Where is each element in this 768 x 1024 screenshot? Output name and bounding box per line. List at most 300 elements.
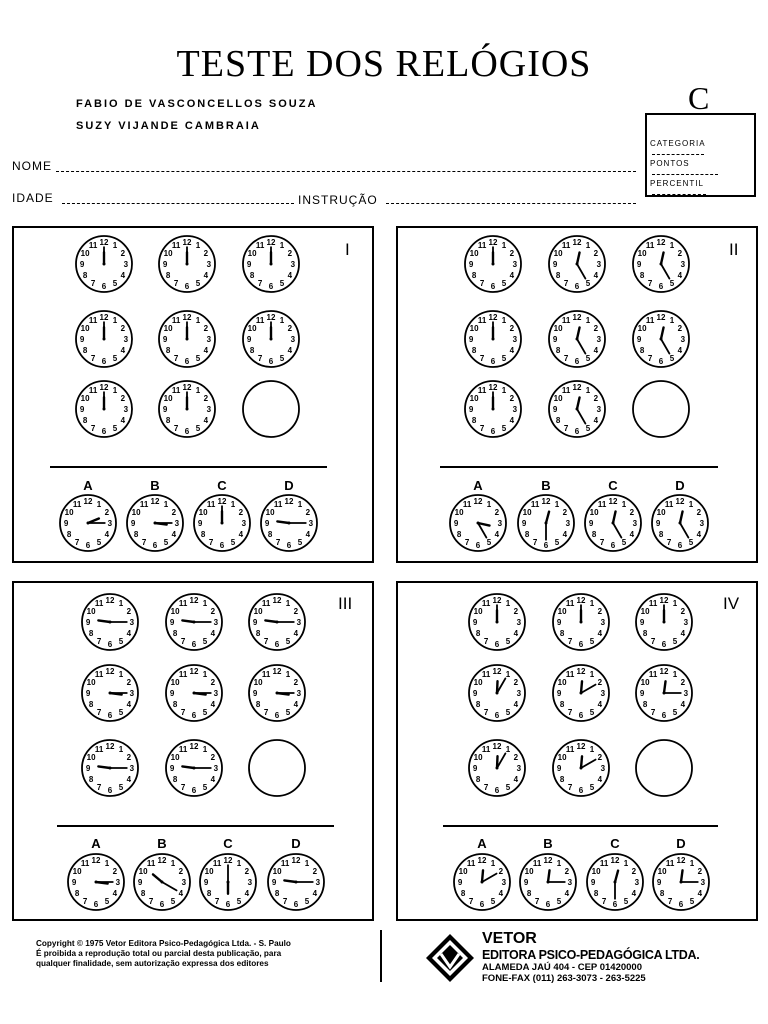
- svg-text:12: 12: [83, 497, 93, 507]
- svg-text:4: 4: [126, 699, 132, 709]
- panel-1-option-clock-3: [194, 495, 250, 551]
- svg-text:9: 9: [552, 260, 558, 269]
- svg-text:8: 8: [559, 628, 565, 638]
- svg-text:4: 4: [210, 699, 216, 709]
- svg-text:2: 2: [593, 324, 599, 334]
- svg-text:11: 11: [280, 859, 290, 869]
- svg-text:4: 4: [677, 270, 683, 280]
- svg-text:4: 4: [210, 628, 216, 638]
- svg-text:10: 10: [469, 249, 479, 259]
- svg-text:12: 12: [675, 497, 685, 507]
- svg-text:12: 12: [284, 497, 294, 507]
- svg-text:7: 7: [532, 537, 538, 547]
- svg-text:1: 1: [304, 859, 310, 869]
- svg-text:5: 5: [285, 636, 291, 646]
- svg-text:11: 11: [561, 386, 571, 396]
- svg-text:8: 8: [555, 415, 561, 425]
- svg-text:6: 6: [490, 281, 496, 291]
- svg-text:8: 8: [475, 699, 481, 709]
- svg-text:5: 5: [589, 707, 595, 717]
- svg-text:1: 1: [585, 386, 591, 396]
- svg-text:4: 4: [696, 529, 702, 539]
- svg-text:6: 6: [578, 710, 584, 720]
- svg-text:9: 9: [523, 878, 529, 887]
- svg-text:12: 12: [488, 383, 498, 393]
- svg-text:6: 6: [545, 899, 551, 909]
- svg-text:8: 8: [82, 345, 88, 355]
- svg-text:12: 12: [656, 238, 666, 248]
- svg-text:10: 10: [138, 867, 148, 877]
- svg-text:1: 1: [195, 316, 201, 326]
- svg-text:3: 3: [241, 519, 247, 528]
- svg-text:3: 3: [596, 335, 602, 344]
- svg-text:7: 7: [214, 896, 220, 906]
- svg-text:10: 10: [80, 249, 90, 259]
- svg-text:1: 1: [505, 670, 511, 680]
- copyright-line-3: qualquer finalidade, sem autorização expressa dos editores: [36, 959, 269, 968]
- svg-text:1: 1: [501, 316, 507, 326]
- svg-text:5: 5: [585, 278, 591, 288]
- svg-text:9: 9: [162, 335, 168, 344]
- svg-text:11: 11: [597, 500, 607, 510]
- svg-text:12: 12: [272, 596, 282, 606]
- svg-text:1: 1: [505, 599, 511, 609]
- footer-divider: [380, 930, 382, 982]
- svg-text:7: 7: [82, 896, 88, 906]
- svg-text:2: 2: [287, 249, 293, 259]
- svg-text:2: 2: [696, 508, 702, 518]
- svg-text:11: 11: [532, 859, 542, 869]
- panel-label-ii: II: [729, 240, 739, 259]
- svg-text:12: 12: [656, 313, 666, 323]
- panel-1-option-letter-4: D: [284, 478, 294, 493]
- panel-4-grid-clock-5: [553, 665, 609, 721]
- panel-1-grid-clock-7: [76, 381, 132, 437]
- svg-text:7: 7: [257, 353, 263, 363]
- svg-text:6: 6: [490, 426, 496, 436]
- svg-text:4: 4: [509, 345, 515, 355]
- svg-text:1: 1: [118, 599, 124, 609]
- svg-text:6: 6: [678, 899, 684, 909]
- svg-text:10: 10: [469, 324, 479, 334]
- svg-text:5: 5: [202, 636, 208, 646]
- svg-text:12: 12: [659, 596, 669, 606]
- svg-text:9: 9: [162, 260, 168, 269]
- svg-text:4: 4: [126, 628, 132, 638]
- svg-text:8: 8: [133, 529, 139, 539]
- svg-text:2: 2: [203, 324, 209, 334]
- svg-text:8: 8: [658, 529, 664, 539]
- svg-text:1: 1: [505, 745, 511, 755]
- svg-text:10: 10: [163, 249, 173, 259]
- svg-text:6: 6: [658, 356, 664, 366]
- svg-text:5: 5: [118, 782, 124, 792]
- svg-text:8: 8: [172, 628, 178, 638]
- svg-text:8: 8: [642, 699, 648, 709]
- svg-text:12: 12: [473, 497, 483, 507]
- svg-text:5: 5: [279, 353, 285, 363]
- svg-text:4: 4: [203, 345, 209, 355]
- svg-text:5: 5: [195, 353, 201, 363]
- svg-text:9: 9: [472, 618, 478, 627]
- svg-text:7: 7: [148, 896, 154, 906]
- svg-text:9: 9: [85, 689, 91, 698]
- svg-text:11: 11: [664, 500, 674, 510]
- svg-text:4: 4: [593, 415, 599, 425]
- svg-text:12: 12: [659, 667, 669, 677]
- svg-text:1: 1: [96, 500, 102, 510]
- svg-text:2: 2: [677, 324, 683, 334]
- svg-text:5: 5: [202, 782, 208, 792]
- svg-text:2: 2: [120, 249, 126, 259]
- svg-text:5: 5: [279, 278, 285, 288]
- svg-text:4: 4: [178, 888, 184, 898]
- svg-text:1: 1: [589, 670, 595, 680]
- svg-text:7: 7: [96, 636, 102, 646]
- svg-text:1: 1: [623, 859, 629, 869]
- svg-text:6: 6: [293, 899, 299, 909]
- svg-text:1: 1: [202, 745, 208, 755]
- svg-text:12: 12: [608, 497, 618, 507]
- svg-text:3: 3: [567, 878, 573, 887]
- svg-text:4: 4: [305, 529, 311, 539]
- svg-text:3: 3: [115, 878, 121, 887]
- svg-text:11: 11: [645, 241, 655, 251]
- svg-text:4: 4: [171, 529, 177, 539]
- svg-text:6: 6: [101, 426, 107, 436]
- svg-text:5: 5: [669, 353, 675, 363]
- svg-text:10: 10: [86, 678, 96, 688]
- svg-text:7: 7: [90, 353, 96, 363]
- svg-text:12: 12: [572, 313, 582, 323]
- svg-text:8: 8: [172, 699, 178, 709]
- panel-3-option-clock-3: [200, 854, 256, 910]
- svg-text:10: 10: [657, 867, 667, 877]
- svg-text:8: 8: [255, 628, 261, 638]
- svg-text:5: 5: [672, 636, 678, 646]
- svg-text:1: 1: [669, 316, 675, 326]
- svg-text:7: 7: [563, 278, 569, 288]
- panel-2-option-clock-4: [652, 495, 708, 551]
- svg-text:2: 2: [305, 508, 311, 518]
- svg-text:10: 10: [522, 508, 532, 518]
- svg-text:8: 8: [165, 270, 171, 280]
- panel-1-grid-clock-4: [76, 311, 132, 367]
- svg-text:8: 8: [249, 270, 255, 280]
- panel-4-option-clock-4: [653, 854, 709, 910]
- panel-3-grid-clock-1: [82, 594, 138, 650]
- svg-text:3: 3: [308, 519, 314, 528]
- svg-text:4: 4: [104, 529, 110, 539]
- svg-text:1: 1: [621, 500, 627, 510]
- svg-text:11: 11: [645, 316, 655, 326]
- svg-text:12: 12: [488, 238, 498, 248]
- svg-text:3: 3: [123, 335, 129, 344]
- svg-text:12: 12: [291, 856, 301, 866]
- svg-text:10: 10: [469, 394, 479, 404]
- svg-text:6: 6: [191, 710, 197, 720]
- svg-text:11: 11: [565, 599, 575, 609]
- svg-text:10: 10: [80, 394, 90, 404]
- svg-text:4: 4: [287, 345, 293, 355]
- svg-text:9: 9: [246, 335, 252, 344]
- svg-text:7: 7: [567, 782, 573, 792]
- publisher-phone: FONE-FAX (011) 263-3073 - 263-5225: [482, 973, 646, 984]
- svg-text:7: 7: [483, 707, 489, 717]
- svg-text:6: 6: [578, 639, 584, 649]
- svg-text:4: 4: [513, 774, 519, 784]
- svg-text:8: 8: [659, 888, 665, 898]
- svg-text:6: 6: [219, 540, 225, 550]
- svg-text:12: 12: [492, 667, 502, 677]
- svg-text:11: 11: [88, 386, 98, 396]
- svg-text:2: 2: [203, 394, 209, 404]
- svg-text:7: 7: [666, 537, 672, 547]
- svg-text:11: 11: [255, 316, 265, 326]
- svg-text:3: 3: [290, 260, 296, 269]
- panel-3-grid-clock-8: [166, 740, 222, 796]
- svg-text:2: 2: [104, 508, 110, 518]
- svg-text:8: 8: [165, 415, 171, 425]
- panel-1-option-letter-2: B: [150, 478, 160, 493]
- svg-text:3: 3: [206, 260, 212, 269]
- svg-text:1: 1: [104, 859, 110, 869]
- svg-text:3: 3: [596, 405, 602, 414]
- svg-text:5: 5: [297, 537, 303, 547]
- panel-1-option-clock-2: [127, 495, 183, 551]
- panel-2-grid-clock-7: [465, 381, 521, 437]
- svg-text:10: 10: [637, 249, 647, 259]
- svg-text:6: 6: [159, 899, 165, 909]
- svg-text:4: 4: [564, 888, 570, 898]
- svg-text:6: 6: [225, 899, 231, 909]
- panel-3-option-clock-4: [268, 854, 324, 910]
- svg-text:7: 7: [483, 782, 489, 792]
- page-title: TESTE DOS RELÓGIOS: [176, 43, 592, 85]
- svg-text:11: 11: [648, 599, 658, 609]
- svg-text:12: 12: [182, 238, 192, 248]
- svg-text:3: 3: [174, 519, 180, 528]
- svg-text:1: 1: [279, 316, 285, 326]
- svg-text:6: 6: [184, 281, 190, 291]
- svg-text:11: 11: [462, 500, 472, 510]
- svg-text:2: 2: [513, 753, 519, 763]
- score-pontos-label: PONTOS: [650, 159, 690, 168]
- svg-text:10: 10: [253, 607, 263, 617]
- panel-2-grid-clock-2: [549, 236, 605, 292]
- svg-text:8: 8: [475, 774, 481, 784]
- svg-text:5: 5: [304, 896, 310, 906]
- panel-2-option-letter-3: C: [608, 478, 618, 493]
- svg-text:11: 11: [178, 745, 188, 755]
- svg-text:11: 11: [80, 859, 90, 869]
- publisher-block: [482, 930, 699, 984]
- svg-text:1: 1: [689, 859, 695, 869]
- panel-4-option-clock-2: [520, 854, 576, 910]
- svg-text:5: 5: [589, 782, 595, 792]
- svg-text:2: 2: [498, 867, 504, 877]
- svg-text:10: 10: [591, 867, 601, 877]
- panel-2-grid-clock-1: [465, 236, 521, 292]
- svg-text:10: 10: [553, 394, 563, 404]
- svg-text:10: 10: [557, 607, 567, 617]
- svg-text:5: 5: [170, 896, 176, 906]
- svg-text:5: 5: [486, 537, 492, 547]
- svg-text:11: 11: [146, 859, 156, 869]
- svg-text:2: 2: [597, 678, 603, 688]
- svg-text:10: 10: [473, 678, 483, 688]
- svg-text:8: 8: [88, 774, 94, 784]
- svg-text:8: 8: [255, 699, 261, 709]
- panel-4-grid-clock-4: [469, 665, 525, 721]
- svg-text:9: 9: [636, 260, 642, 269]
- publisher-brand: VETOR: [482, 930, 537, 947]
- svg-text:5: 5: [688, 537, 694, 547]
- svg-text:2: 2: [126, 753, 132, 763]
- svg-text:8: 8: [249, 345, 255, 355]
- svg-text:3: 3: [107, 519, 113, 528]
- panel-4-grid-clock-7: [469, 740, 525, 796]
- svg-text:5: 5: [236, 896, 242, 906]
- svg-text:8: 8: [206, 888, 212, 898]
- svg-text:10: 10: [247, 324, 257, 334]
- svg-text:11: 11: [561, 316, 571, 326]
- svg-text:9: 9: [252, 689, 258, 698]
- svg-text:10: 10: [524, 867, 534, 877]
- svg-text:3: 3: [516, 689, 522, 698]
- svg-text:10: 10: [253, 678, 263, 688]
- svg-text:4: 4: [244, 888, 250, 898]
- svg-text:1: 1: [118, 670, 124, 680]
- svg-text:9: 9: [457, 878, 463, 887]
- svg-text:8: 8: [82, 270, 88, 280]
- svg-text:11: 11: [88, 241, 98, 251]
- svg-text:2: 2: [244, 867, 250, 877]
- svg-text:8: 8: [460, 888, 466, 898]
- svg-text:9: 9: [79, 405, 85, 414]
- svg-text:3: 3: [683, 689, 689, 698]
- svg-text:12: 12: [576, 667, 586, 677]
- svg-text:11: 11: [255, 241, 265, 251]
- svg-text:2: 2: [171, 508, 177, 518]
- svg-text:8: 8: [274, 888, 280, 898]
- svg-text:9: 9: [169, 764, 175, 773]
- panel-4-option-letter-4: D: [676, 836, 686, 851]
- svg-text:12: 12: [576, 596, 586, 606]
- panel-3-grid-clock-6: [249, 665, 305, 721]
- panel-4-grid-clock-8: [553, 740, 609, 796]
- svg-text:6: 6: [479, 899, 485, 909]
- svg-text:7: 7: [96, 707, 102, 717]
- panel-2-grid-clock-3: [633, 236, 689, 292]
- svg-text:4: 4: [287, 270, 293, 280]
- svg-text:1: 1: [118, 745, 124, 755]
- svg-text:1: 1: [589, 745, 595, 755]
- svg-text:11: 11: [171, 316, 181, 326]
- svg-text:8: 8: [456, 529, 462, 539]
- svg-text:6: 6: [274, 639, 280, 649]
- svg-text:7: 7: [263, 707, 269, 717]
- panel-4-option-clock-3: [587, 854, 643, 910]
- panel-3-grid-clock-3: [249, 594, 305, 650]
- svg-text:4: 4: [120, 345, 126, 355]
- panel-3-option-clock-2: [134, 854, 190, 910]
- svg-text:4: 4: [312, 888, 318, 898]
- svg-text:1: 1: [297, 500, 303, 510]
- svg-text:4: 4: [120, 270, 126, 280]
- svg-text:3: 3: [181, 878, 187, 887]
- svg-text:6: 6: [268, 356, 274, 366]
- svg-text:5: 5: [689, 896, 695, 906]
- publisher-address: ALAMEDA JAÚ 404 - CEP 01420000: [482, 962, 642, 973]
- panel-2-grid-clock-9: [633, 381, 689, 437]
- svg-text:1: 1: [589, 599, 595, 609]
- svg-text:5: 5: [621, 537, 627, 547]
- svg-text:3: 3: [129, 764, 135, 773]
- svg-text:10: 10: [557, 678, 567, 688]
- svg-text:5: 5: [505, 636, 511, 646]
- panel-3-grid-clock-9: [249, 740, 305, 796]
- svg-text:6: 6: [612, 899, 618, 909]
- svg-text:11: 11: [178, 670, 188, 680]
- svg-text:12: 12: [182, 313, 192, 323]
- svg-text:3: 3: [296, 689, 302, 698]
- panel-label-iii: III: [338, 594, 353, 613]
- svg-text:9: 9: [271, 878, 277, 887]
- svg-text:3: 3: [596, 260, 602, 269]
- svg-text:5: 5: [163, 537, 169, 547]
- svg-text:1: 1: [163, 500, 169, 510]
- svg-text:2: 2: [509, 394, 515, 404]
- svg-text:2: 2: [562, 508, 568, 518]
- svg-text:7: 7: [483, 636, 489, 646]
- svg-text:5: 5: [195, 278, 201, 288]
- svg-text:7: 7: [173, 278, 179, 288]
- panel-2-grid-clock-4: [465, 311, 521, 367]
- svg-text:1: 1: [585, 241, 591, 251]
- svg-text:5: 5: [589, 636, 595, 646]
- svg-text:2: 2: [513, 607, 519, 617]
- svg-text:6: 6: [490, 356, 496, 366]
- svg-text:7: 7: [90, 423, 96, 433]
- svg-text:7: 7: [479, 423, 485, 433]
- svg-text:8: 8: [559, 774, 565, 784]
- svg-text:6: 6: [93, 899, 99, 909]
- author-1: FABIO DE VASCONCELLOS SOUZA: [76, 98, 318, 110]
- panel-2-option-letter-2: B: [541, 478, 551, 493]
- svg-text:6: 6: [184, 426, 190, 436]
- svg-text:9: 9: [472, 689, 478, 698]
- svg-text:6: 6: [574, 281, 580, 291]
- svg-text:9: 9: [197, 519, 203, 528]
- svg-text:5: 5: [585, 353, 591, 363]
- svg-text:5: 5: [501, 423, 507, 433]
- svg-text:7: 7: [534, 896, 540, 906]
- panel-3-option-letter-1: A: [91, 836, 101, 851]
- svg-text:4: 4: [120, 415, 126, 425]
- svg-text:10: 10: [72, 867, 82, 877]
- svg-text:1: 1: [195, 241, 201, 251]
- svg-text:2: 2: [564, 867, 570, 877]
- svg-text:9: 9: [203, 878, 209, 887]
- svg-text:3: 3: [600, 618, 606, 627]
- svg-text:4: 4: [597, 774, 603, 784]
- svg-text:6: 6: [152, 540, 158, 550]
- svg-text:1: 1: [672, 670, 678, 680]
- svg-text:3: 3: [683, 618, 689, 627]
- svg-text:1: 1: [112, 241, 118, 251]
- svg-text:5: 5: [112, 423, 118, 433]
